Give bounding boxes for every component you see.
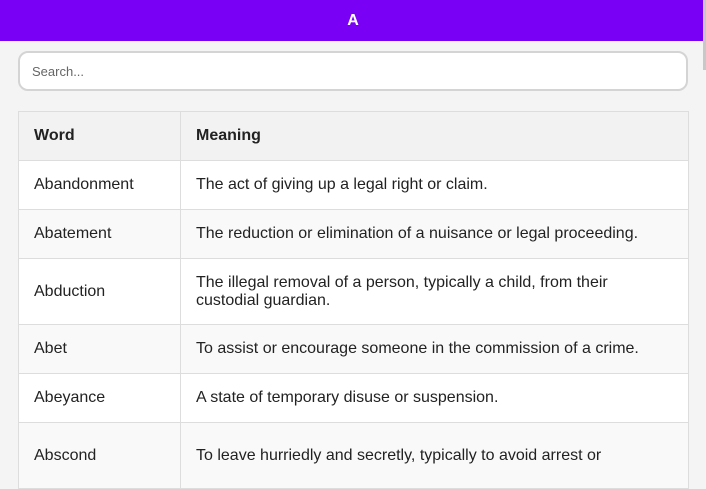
- table-row: [19, 374, 689, 423]
- search-input[interactable]: [18, 51, 688, 91]
- search-container: [18, 51, 688, 91]
- word-cell: Abduction: [19, 259, 181, 325]
- table-header-row: [19, 112, 689, 161]
- column-header-meaning: Meaning: [181, 112, 689, 161]
- word-cell: Abscond: [19, 423, 181, 489]
- table-row: [19, 259, 689, 325]
- meaning-cell: To leave hurriedly and secretly, typically to avoid arrest or: [181, 423, 689, 489]
- meaning-cell: To assist or encourage someone in the commission of a crime.: [181, 325, 689, 374]
- meaning-cell: A state of temporary disuse or suspension.: [181, 374, 689, 423]
- glossary-table: [18, 111, 689, 489]
- meaning-cell: The act of giving up a legal right or claim.: [181, 161, 689, 210]
- table-row: [19, 210, 689, 259]
- word-cell: Abeyance: [19, 374, 181, 423]
- page-title: A: [347, 11, 359, 29]
- table-row: [19, 161, 689, 210]
- word-cell: Abandonment: [19, 161, 181, 210]
- glossary-table-container: [18, 111, 688, 489]
- column-header-word: Word: [19, 112, 181, 161]
- table-row: [19, 423, 689, 489]
- page-header: [0, 0, 706, 41]
- meaning-cell: The illegal removal of a person, typically a child, from their custodial guardian.: [181, 259, 689, 325]
- word-cell: Abatement: [19, 210, 181, 259]
- word-cell: Abet: [19, 325, 181, 374]
- table-row: [19, 325, 689, 374]
- meaning-cell: The reduction or elimination of a nuisance or legal proceeding.: [181, 210, 689, 259]
